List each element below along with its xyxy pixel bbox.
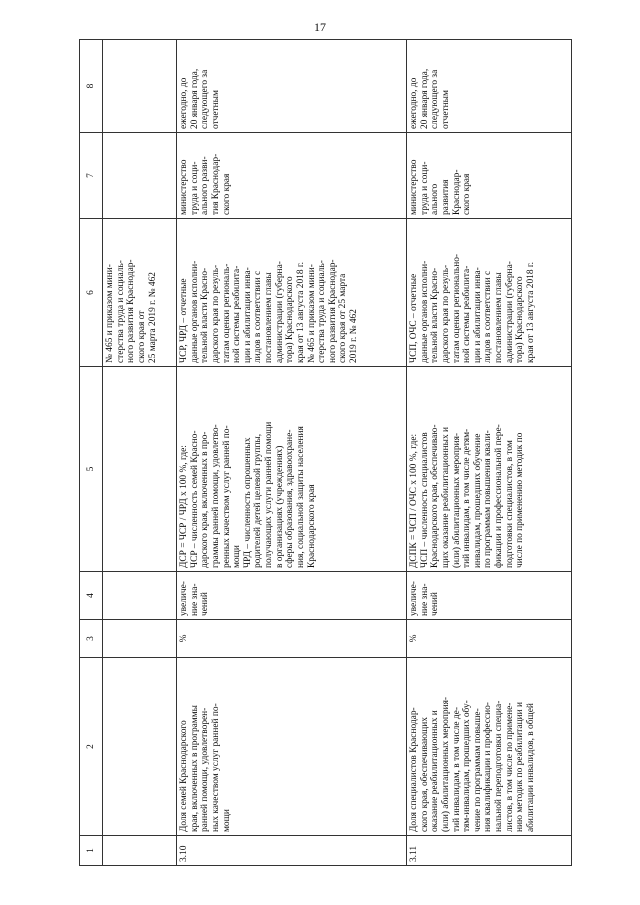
- rotated-table-frame: [79, 40, 572, 866]
- cell-empty: [103, 572, 177, 620]
- continuation-row: [103, 40, 177, 866]
- table-row: [407, 40, 572, 866]
- page-number: 17: [314, 20, 326, 34]
- calculation-formula: ДСПК = ЧСП / ОЧС х 100 %, где: ЧСП – численность специалистов Краснодарского края, обеспечиваю- щих оказание реабилитационных и (или) абилитационных мероприя- тий инвалидам, в том числе детям- инвалидам, прошедших обучение по программам повышения квали- фикации и профессиональной пере- подготовки специалистов, в том числе по применению методик по: [407, 367, 572, 572]
- header-col-6: 6: [80, 219, 103, 367]
- header-col-7: 7: [80, 133, 103, 219]
- reporting-period: ежегодно, до 20 января года, следующего за отчетным: [407, 40, 572, 133]
- landscape-table-container: [79, 40, 572, 866]
- calculation-formula: ДСР = ЧСР / ЧРД х 100 %, где: ЧСР – численность семей Красно- дарского края, включенных в про- граммы ранней помощи, удовлетво- ренных качеством услуг ранней по- мощи ЧРД – численность опрошенных родителей детей целевой группы, получающих услуги ранней помощи в организациях (учреждениях) сферы образования, здравоохране- ния, социальной защиты населения Краснодарского края: [177, 367, 407, 572]
- cell-empty: [103, 133, 177, 219]
- header-col-2: 2: [80, 658, 103, 836]
- responsible-body: министерство труда и соци- ального развития Краснодар- ского края: [407, 133, 572, 219]
- data-source: ЧСП, ОЧС – отчетные данные органов исполни- тельной власти Красно- дарского края по резуль- татам оценки регионально- ной системы реабилита- ции и абилитации инва- лидов в соответствии с постановлением главы администрации (губерна- тора) Краснодарского края от 13 августа 2018 г.: [407, 219, 572, 367]
- continuation-source: № 465 и приказом мини- стерства труда и социаль- ного развития Краснодар- ского края от 25 марта 2019 г. № 462: [103, 219, 177, 367]
- trend-direction: увеличе- ние зна- чений: [407, 572, 572, 620]
- indicator-name: Доля семей Краснодарского края, включенных в программы ранней помощи, удовлетворен- ных качеством услуг ранней по- мощи: [177, 658, 407, 836]
- header-row: [80, 40, 103, 866]
- cell-empty: [103, 836, 177, 866]
- cell-empty: [103, 658, 177, 836]
- indicator-name: Доля специалистов Краснодар- ского края, обеспечивающих оказание реабилитационных и (или) абилитационных мероприя- тий инвалидам, в том числе де- тям-инвалидам, прошедших обу- чение по программам повыше- ния квалификации и профессио- нальной переподготовки специа- листов, в том числе по примене- нию методик по реабилитации и абилитации инвалидов, в общей: [407, 658, 572, 836]
- header-col-5: 5: [80, 367, 103, 572]
- cell-empty: [103, 40, 177, 133]
- unit-of-measure: %: [177, 620, 407, 658]
- header-col-8: 8: [80, 40, 103, 133]
- header-col-1: 1: [80, 836, 103, 866]
- table-row: [177, 40, 407, 866]
- trend-direction: увеличе- ние зна- чений: [177, 572, 407, 620]
- unit-of-measure: %: [407, 620, 572, 658]
- row-number: 3.11: [407, 836, 572, 866]
- header-col-4: 4: [80, 572, 103, 620]
- responsible-body: министерство труда и соци- ального разви- тия Краснодар- ского края: [177, 133, 407, 219]
- cell-empty: [103, 367, 177, 572]
- reporting-period: ежегодно, до 20 января года, следующего за отчетным: [177, 40, 407, 133]
- data-source: ЧСР, ЧРД – отчетные данные органов исполни- тельной власти Красно- дарского края по резуль- татам оценки региональ- ной системы реабилита- ции и абилитации инва- лидов в соответствии с постановлением главы администрации (губерна- тора) Краснодарского края от 13 августа 2018 г. № 465 и приказом мини- стерства труда и социаль- ного развития Краснодар- ского края от 25 марта 2019 г. № 462: [177, 219, 407, 367]
- indicators-table: [79, 39, 572, 866]
- row-number: 3.10: [177, 836, 407, 866]
- header-col-3: 3: [80, 620, 103, 658]
- cell-empty: [103, 620, 177, 658]
